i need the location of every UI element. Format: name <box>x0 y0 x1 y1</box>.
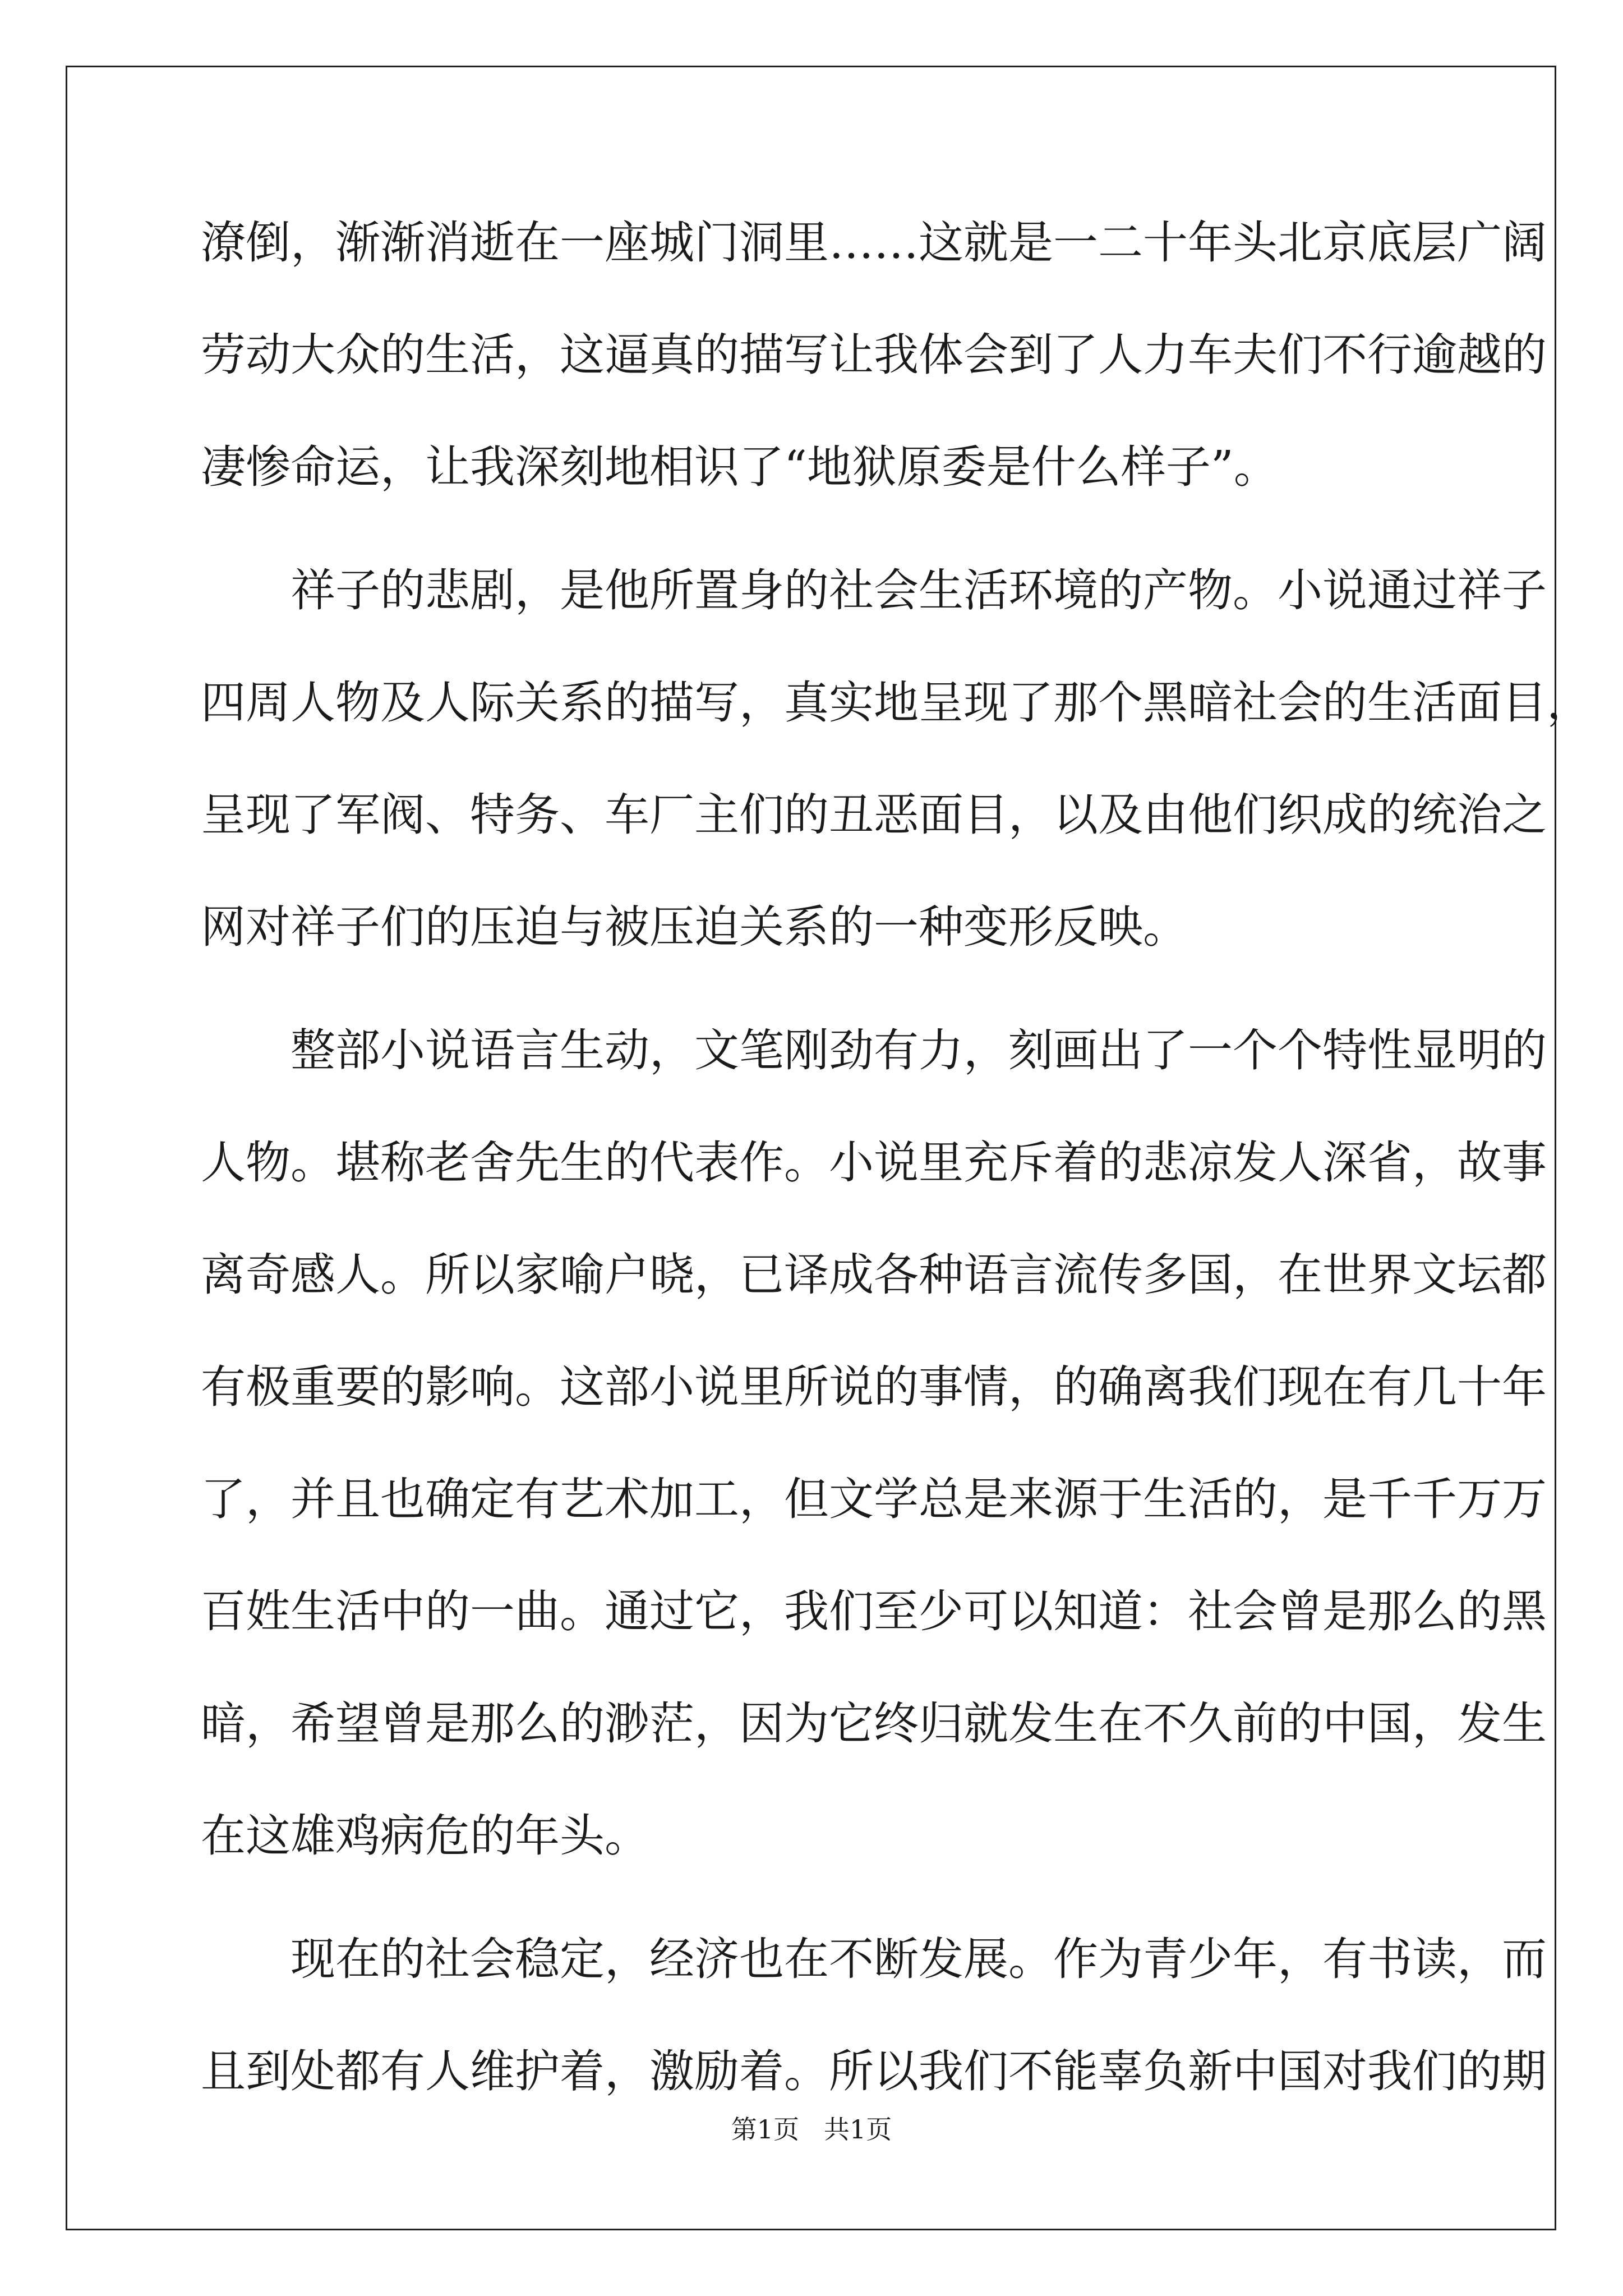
page-footer: 第1页 共1页 <box>731 2114 892 2145</box>
paragraph-line: 离奇感人。所以家喻户晓，已译成各种语言流传多国，在世界文坛都 <box>201 1249 1547 1301</box>
paragraph-line: 人物。堪称老舍先生的代表作。小说里充斥着的悲凉发人深省，故事 <box>201 1137 1547 1189</box>
paragraph-line: 且到处都有人维护着，激励着。所以我们不能辜负新中国对我们的期 <box>201 2045 1547 2097</box>
paragraph-line: 在这雄鸡病危的年头。 <box>201 1810 649 1862</box>
paragraph-line: 潦倒，渐渐消逝在一座城门洞里……这就是一二十年头北京底层广阔 <box>201 217 1547 269</box>
paragraph-line: 了，并且也确定有艺术加工，但文学总是来源于生活的，是千千万万 <box>201 1473 1547 1525</box>
paragraph-line: 呈现了军阀、特务、车厂主们的丑恶面目，以及由他们织成的统治之 <box>201 789 1547 841</box>
paragraph-line: 凄惨命运，让我深刻地相识了“地狱原委是什么样子”。 <box>201 441 1279 493</box>
paragraph-line: 现在的社会稳定，经济也在不断发展。作为青少年，有书读，而 <box>291 1933 1547 1985</box>
paragraph-line: 劳动大众的生活，这逼真的描写让我体会到了人力车夫们不行逾越的 <box>201 329 1547 381</box>
paragraph-line: 有极重要的影响。这部小说里所说的事情，的确离我们现在有几十年 <box>201 1361 1547 1413</box>
paragraph-line: 四周人物及人际关系的描写，真实地呈现了那个黑暗社会的生活面目， <box>201 677 1592 729</box>
paragraph-line: 祥子的悲剧，是他所置身的社会生活环境的产物。小说通过祥子 <box>291 564 1547 616</box>
paragraph-line: 暗，希望曾是那么的渺茫，因为它终归就发生在不久前的中国，发生 <box>201 1697 1547 1750</box>
paragraph-line: 网对祥子们的压迫与被压迫关系的一种变形反映。 <box>201 901 1188 953</box>
paragraph-line: 整部小说语言生动，文笔刚劲有力，刻画出了一个个特性显明的 <box>291 1024 1547 1076</box>
paragraph-line: 百姓生活中的一曲。通过它，我们至少可以知道：社会曾是那么的黑 <box>201 1585 1547 1637</box>
